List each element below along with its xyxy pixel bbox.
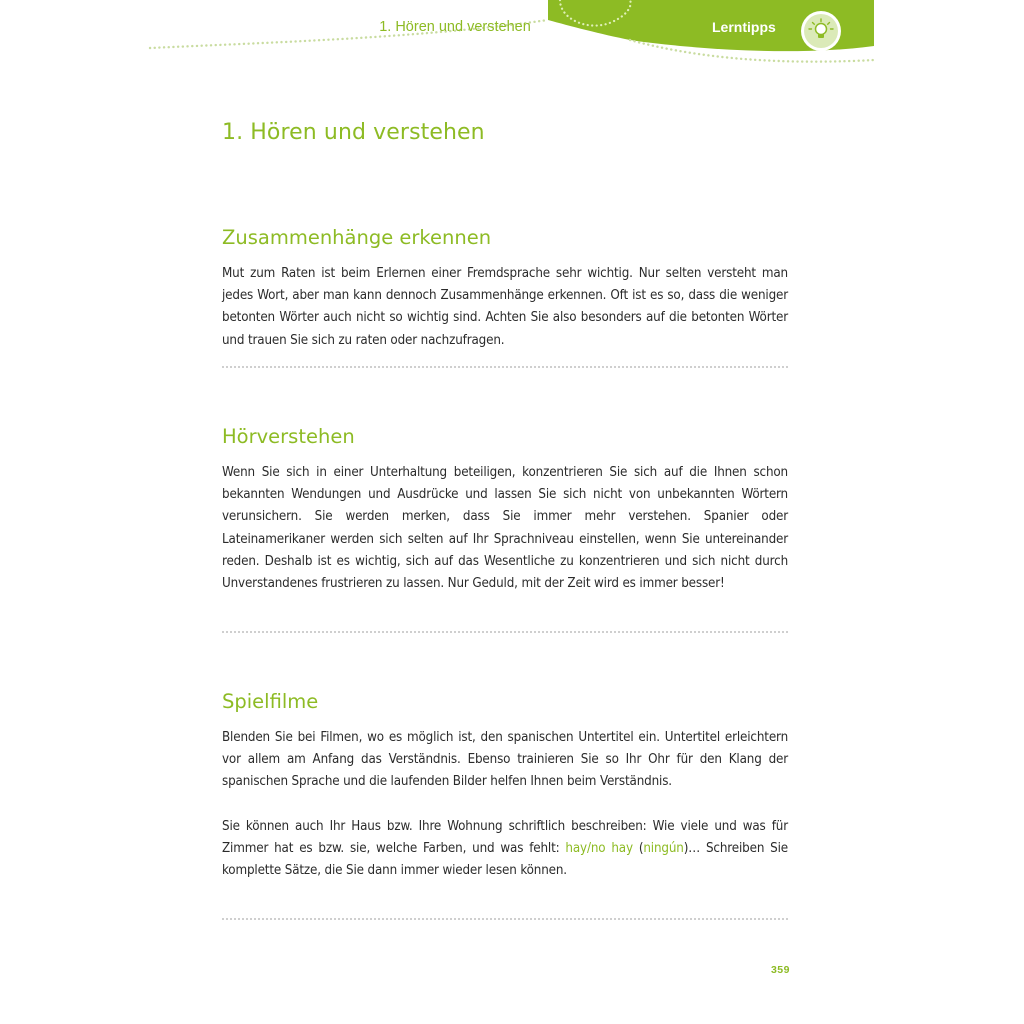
page-title: 1. Hören und verstehen bbox=[222, 120, 485, 145]
section-paragraph-2 bbox=[222, 816, 788, 883]
section-heading: Hörverstehen bbox=[222, 425, 355, 448]
section-spielfilme bbox=[222, 690, 788, 882]
lightbulb-icon bbox=[801, 11, 841, 51]
section-heading: Zusammenhänge erkennen bbox=[222, 226, 492, 249]
section-divider bbox=[222, 631, 788, 633]
section-divider bbox=[222, 366, 788, 368]
header-decoration bbox=[0, 0, 1024, 90]
header-section-label: Lerntipps bbox=[712, 19, 776, 35]
paragraph-text: )… Schreiben Sie komplette Sätze, die Sie dann immer wieder lesen können. bbox=[222, 840, 789, 879]
section-heading: Spielfilme bbox=[222, 690, 319, 713]
highlight-term: hay/no hay bbox=[565, 840, 633, 856]
paragraph-text: Sie können auch Ihr Haus bzw. Ihre Wohnung schriftlich beschreiben: Wie viele und was für Zimmer hat es bzw. sie, welche Farben, und was fehlt: bbox=[222, 818, 788, 856]
section-paragraph: Wenn Sie sich in einer Unterhaltung beteiligen, konzentrieren Sie sich auf die Ihnen schon bekannten Wendungen und Ausdrücke und lassen Sie sich nicht von unbekannten Wörtern verunsichern. Sie werden merken, dass Sie immer mehr verstehen. Spanier oder Lateinamerikaner werden sich selten auf Ihr Sprachniveau einstellen, wenn Sie untereinander reden. Deshalb ist es wichtig, sich auf das Wesentliche zu konzentrieren und sich nicht durch Unverstandenes frustrieren zu lassen. Nur Geduld, mit der Zeit wird es immer besser! bbox=[222, 465, 788, 592]
page-number: 359 bbox=[770, 964, 790, 976]
paragraph-text: ( bbox=[632, 840, 644, 856]
section-divider bbox=[222, 918, 788, 920]
section-paragraph: Blenden Sie bei Filmen, wo es möglich ist, den spanischen Untertitel ein. Untertitel erleichtern vor allem am Anfang das Verständnis. Ebenso trainieren Sie so Ihr Ohr für den Klang der spanischen Sprache und die laufenden Bilder helfen Ihnen beim Verständnis. bbox=[222, 730, 788, 790]
section-paragraph: Mut zum Raten ist beim Erlernen einer Fremdsprache sehr wichtig. Nur selten versteht man jedes Wort, aber man kann dennoch Zusammenhänge erkennen. Oft ist es so, dass die weniger betonten Wörter auch nicht so wichtig sind. Achten Sie also besonders auf die betonten Wörter und trauen Sie sich zu raten oder nachzufragen. bbox=[222, 266, 788, 348]
section-zusammenhaenge bbox=[222, 226, 788, 352]
section-hoerverstehen bbox=[222, 425, 788, 595]
highlight-term: ningún bbox=[643, 840, 684, 856]
header-chapter-title: 1. Hören und verstehen bbox=[379, 19, 531, 35]
